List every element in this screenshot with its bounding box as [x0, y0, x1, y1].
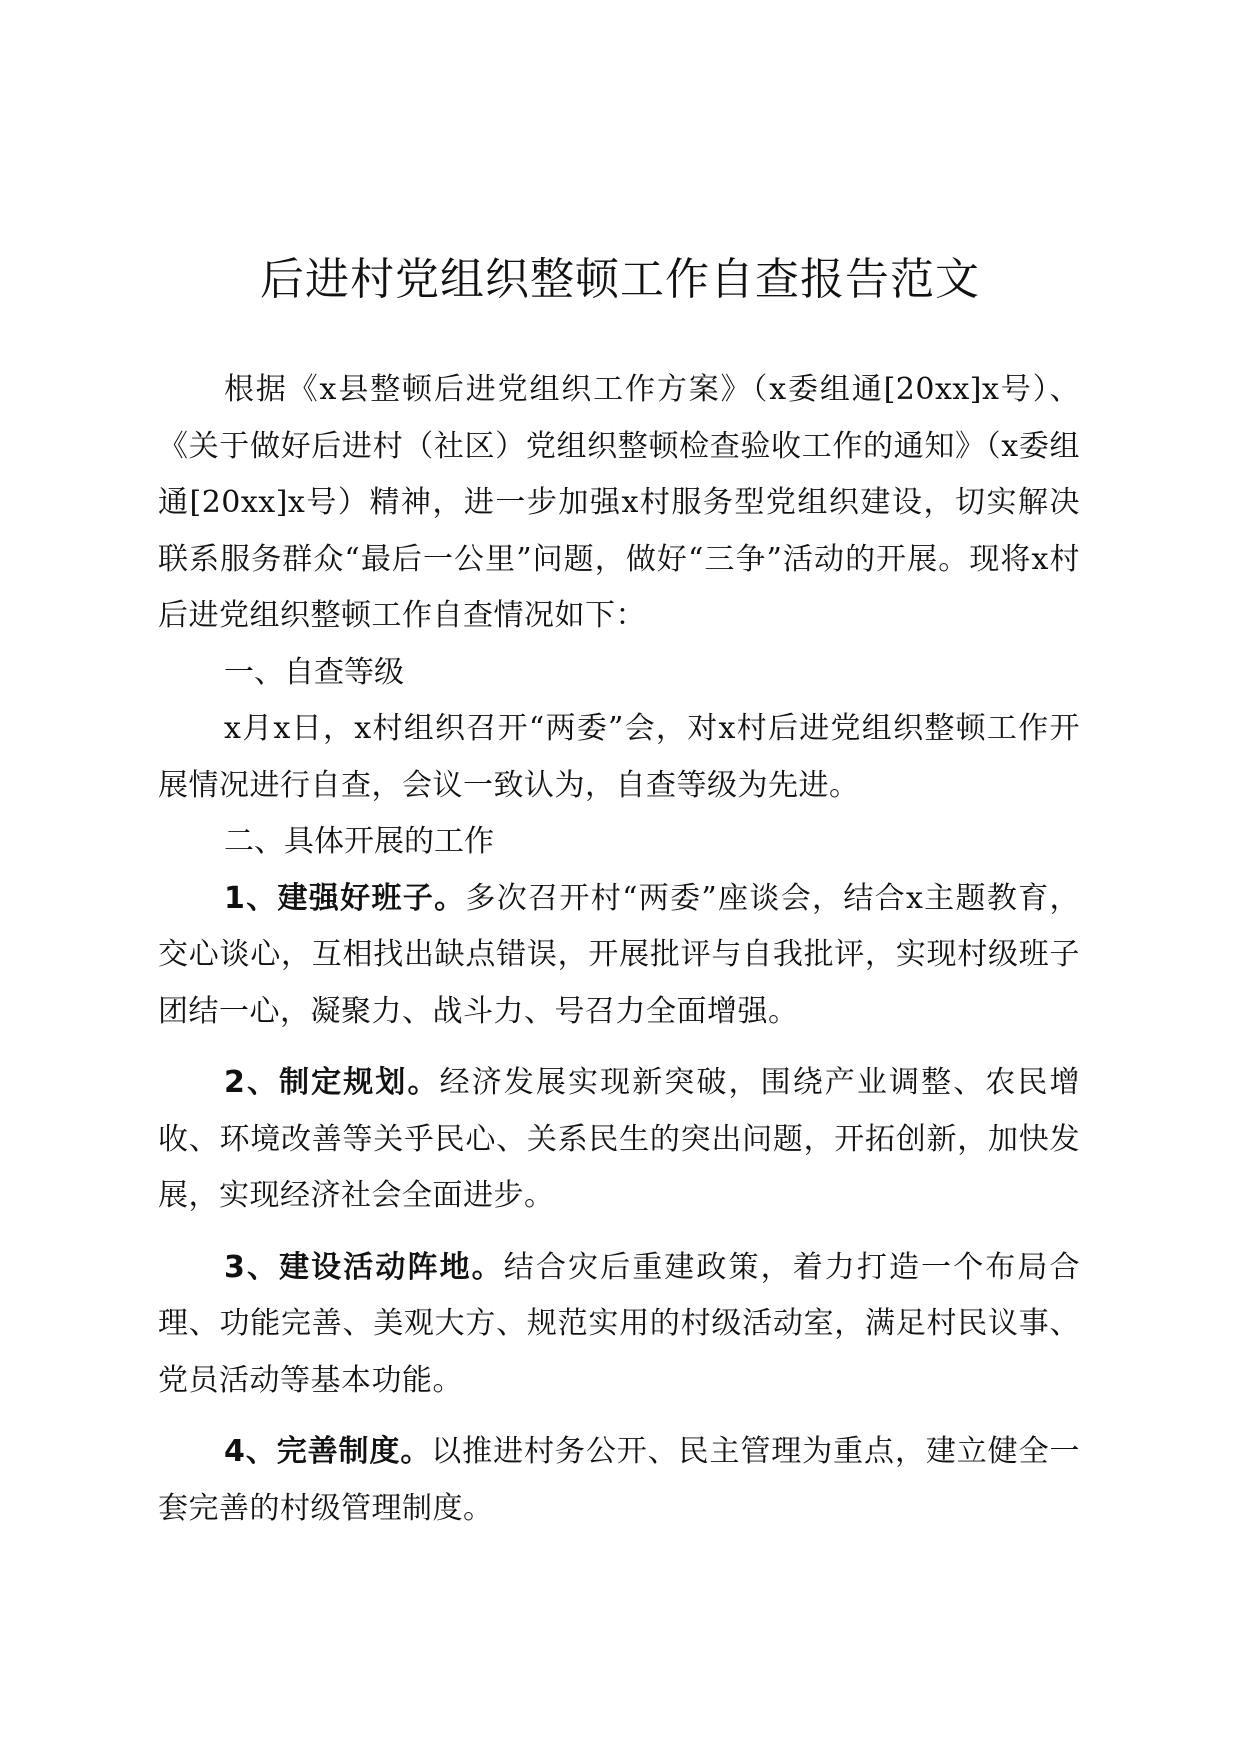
document-title: 后进村党组织整顿工作自查报告范文 — [260, 254, 980, 305]
spacer — [158, 1040, 1080, 1055]
spacer — [158, 1225, 1080, 1240]
work-item-4-lead: 4、完善制度。 — [224, 1434, 432, 1469]
work-item-4 — [158, 1424, 1080, 1537]
work-item-1 — [158, 871, 1080, 1041]
work-item-4-text: 以推进村务公开、民主管理为重点，建立健全一套完善的村级管理制度。 — [158, 1434, 1081, 1526]
work-item-2 — [158, 1055, 1080, 1225]
section-heading-self-check-level: 一、自查等级 — [224, 654, 404, 690]
section-heading-work-carried-out: 二、具体开展的工作 — [224, 824, 494, 859]
work-item-2-lead: 2、制定规划。 — [224, 1065, 440, 1100]
work-item-3 — [158, 1240, 1080, 1410]
self-check-level-paragraph: x月x日，x村组织召开“两委”会，对x村后进党组织整顿工作开展情况进行自查，会议一致认为，自查等级为先进。 — [158, 711, 1080, 803]
work-item-1-text: 多次召开村“两委”座谈会，结合x主题教育，交心谈心，互相找出缺点错误，开展批评与自我批评，实现村级班子团结一心，凝聚力、战斗力、号召力全面增强。 — [158, 880, 1081, 1029]
intro-paragraph: 根据《x县整顿后进党组织工作方案》（x委组通[20xx]x号）、《关于做好后进村（社区）党组织整顿检查验收工作的通知》（x委组通[20xx]x号）精神，进一步加强x村服务型党组织建设，切实解决联系服务群众“最后一公里”问题，做好“三争”活动的开展。现将x村后进党组织整顿工作自查情况如下： — [158, 372, 1080, 633]
document-body — [158, 362, 1080, 1537]
spacer — [158, 1409, 1080, 1424]
work-item-3-lead: 3、建设活动阵地。 — [224, 1249, 504, 1285]
work-item-1-lead: 1、建强好班子。 — [224, 880, 466, 916]
work-item-3-text: 结合灾后重建政策，着力打造一个布局合理、功能完善、美观大方、规范实用的村级活动室，满足村民议事、党员活动等基本功能。 — [158, 1249, 1081, 1398]
work-item-2-text: 经济发展实现新突破，围绕产业调整、农民增收、环境改善等关乎民心、关系民生的突出问题，开拓创新，加快发展，实现经济社会全面进步。 — [158, 1065, 1081, 1213]
